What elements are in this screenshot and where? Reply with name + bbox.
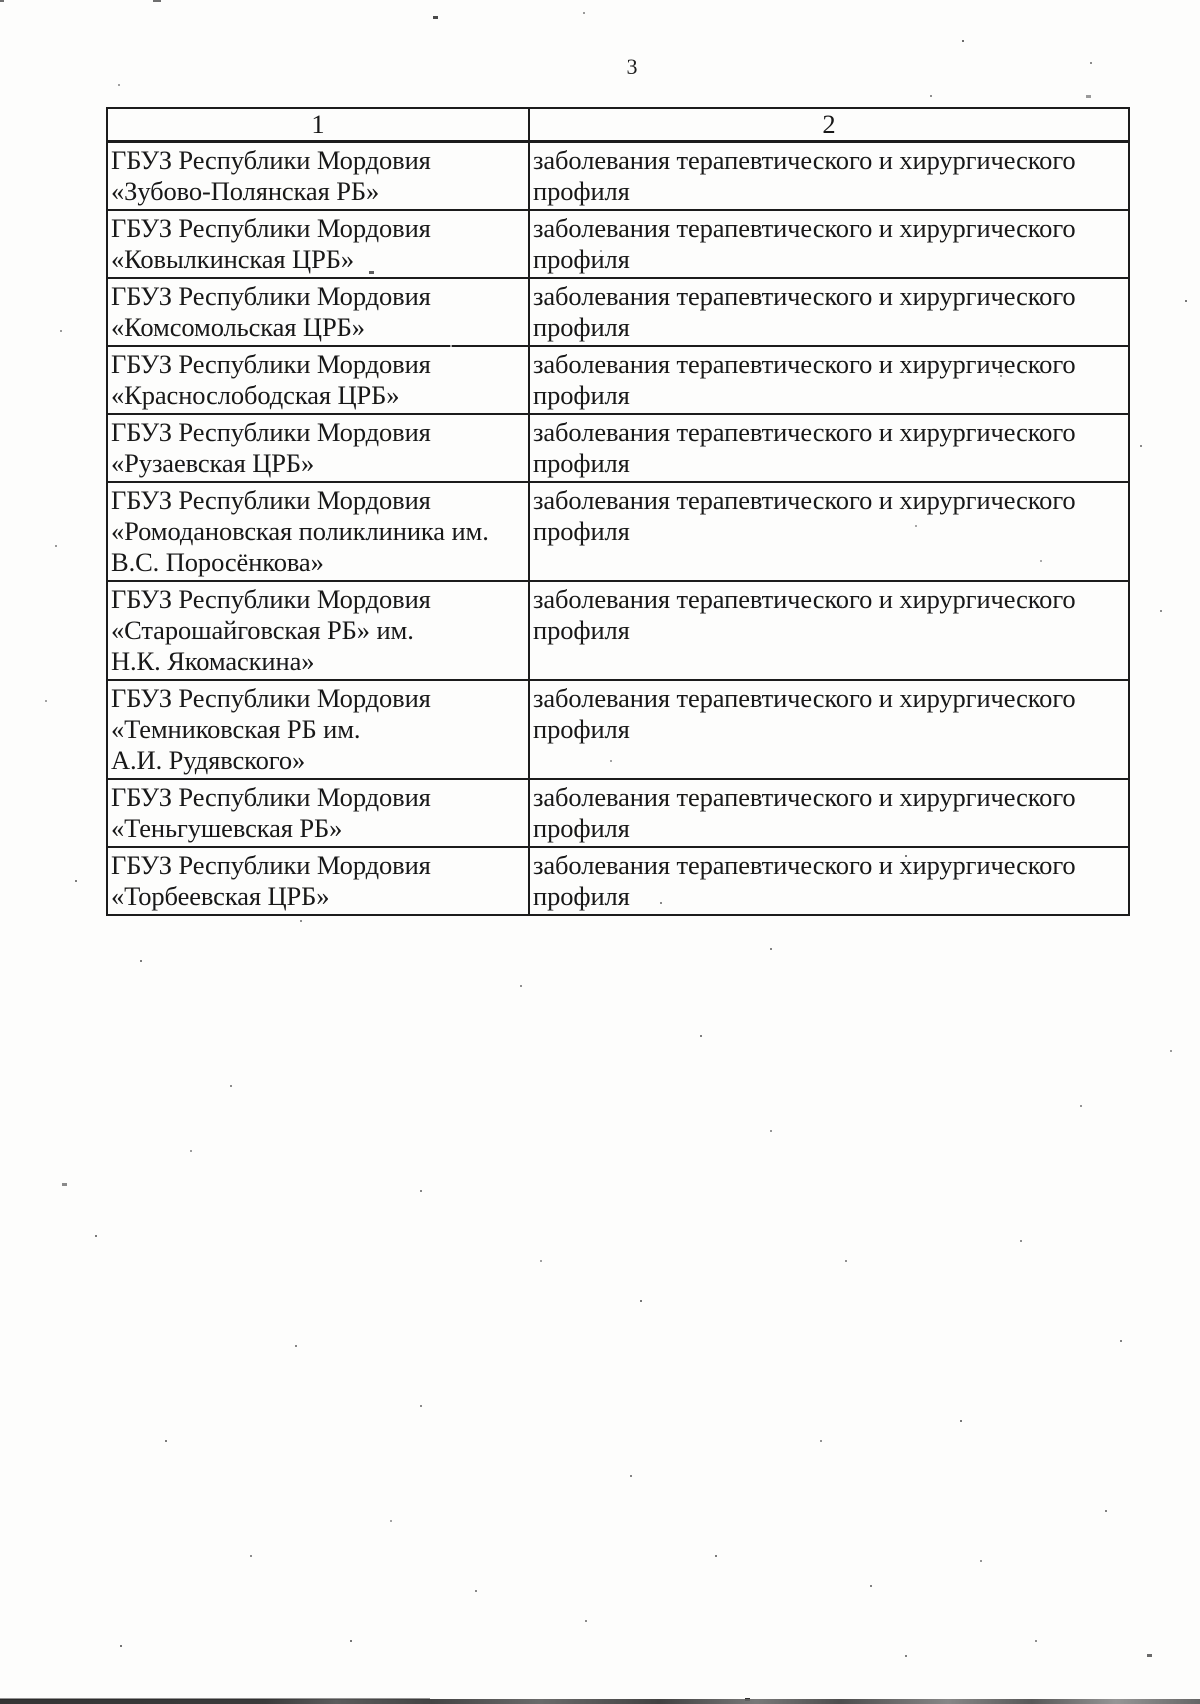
cell-text-line: «Зубово-Полянская РБ» xyxy=(111,176,380,206)
cell-text-line: А.И. Рудявского» xyxy=(111,745,306,775)
table-row xyxy=(107,278,1129,346)
table-row xyxy=(107,581,1129,680)
cell-text-line: ГБУЗ Республики Мордовия xyxy=(111,417,431,447)
table-row xyxy=(107,680,1129,779)
scan-edge-mark xyxy=(0,0,4,2)
cell-text-line: Н.К. Якомаскина» xyxy=(111,646,315,676)
cell-text-line: заболевания терапевтического и хирургического xyxy=(533,349,1076,379)
cell-text-line: «Старошайговская РБ» им. xyxy=(111,615,414,645)
table-row xyxy=(107,210,1129,278)
cell-text-line: профиля xyxy=(533,176,630,206)
cell-text-line: ГБУЗ Республики Мордовия xyxy=(111,782,431,812)
cell-text-line: заболевания терапевтического и хирургического xyxy=(533,281,1076,311)
table-row xyxy=(107,414,1129,482)
table-header-row xyxy=(107,108,1129,142)
table-row xyxy=(107,847,1129,915)
page-number: 3 xyxy=(626,54,638,79)
cell-text-line: ГБУЗ Республики Мордовия xyxy=(111,281,431,311)
cell-text-line: «Теньгушевская РБ» xyxy=(111,813,343,843)
cell-text-line: ГБУЗ Республики Мордовия xyxy=(111,584,431,614)
table-row xyxy=(107,482,1129,581)
institution-cell xyxy=(107,581,529,680)
cell-text-line: профиля xyxy=(533,714,630,744)
cell-text-line: В.С. Поросёнкова» xyxy=(111,547,324,577)
cell-text-line: профиля xyxy=(533,813,630,843)
cell-text-line: «Краснослободская ЦРБ» xyxy=(111,380,400,410)
institution-cell xyxy=(107,414,529,482)
cell-text-line: «Рузаевская ЦРБ» xyxy=(111,448,315,478)
table-body xyxy=(107,142,1129,916)
cell-text-line: профиля xyxy=(533,448,630,478)
institution-cell xyxy=(107,680,529,779)
cell-text-line: «Комсомольская ЦРБ» xyxy=(111,312,365,342)
cell-text-line: заболевания терапевтического и хирургического xyxy=(533,213,1076,243)
cell-text-line: заболевания терапевтического и хирургического xyxy=(533,145,1076,175)
cell-text-line: профиля xyxy=(533,881,630,911)
cell-text-line: заболевания терапевтического и хирургического xyxy=(533,584,1076,614)
cell-text-line: «Торбеевская ЦРБ» xyxy=(111,881,330,911)
institution-cell xyxy=(107,142,529,211)
cell-text-line: заболевания терапевтического и хирургического xyxy=(533,782,1076,812)
profile-cell xyxy=(529,142,1129,211)
cell-text-line: заболевания терапевтического и хирургического xyxy=(533,485,1076,515)
column-header-1: 1 xyxy=(107,108,529,142)
institution-cell xyxy=(107,278,529,346)
cell-text-line: «Ромодановская поликлиника им. xyxy=(111,516,489,546)
cell-text-line: профиля xyxy=(533,615,630,645)
table-row xyxy=(107,346,1129,414)
column-header-2: 2 xyxy=(529,108,1129,142)
table-row xyxy=(107,142,1129,211)
institution-cell xyxy=(107,779,529,847)
cell-text-line: ГБУЗ Республики Мордовия xyxy=(111,349,431,379)
cell-text-line: профиля xyxy=(533,244,630,274)
cell-text-line: профиля xyxy=(533,380,630,410)
table-row xyxy=(107,779,1129,847)
profile-cell xyxy=(529,847,1129,915)
profile-cell xyxy=(529,581,1129,680)
profile-cell xyxy=(529,210,1129,278)
profile-cell xyxy=(529,680,1129,779)
cell-text-line: ГБУЗ Республики Мордовия xyxy=(111,850,431,880)
scan-bottom-artifact xyxy=(0,1699,1200,1704)
cell-text-line: ГБУЗ Республики Мордовия xyxy=(111,485,431,515)
cell-text-line: заболевания терапевтического и хирургического xyxy=(533,683,1076,713)
cell-text-line: профиля xyxy=(533,312,630,342)
cell-text-line: ГБУЗ Республики Мордовия xyxy=(111,213,431,243)
profile-cell xyxy=(529,346,1129,414)
cell-text-line: ГБУЗ Республики Мордовия xyxy=(111,683,431,713)
profile-cell xyxy=(529,414,1129,482)
cell-text-line: заболевания терапевтического и хирургического xyxy=(533,850,1076,880)
profile-cell xyxy=(529,482,1129,581)
cell-text-line: «Темниковская РБ им. xyxy=(111,714,361,744)
scan-edge-mark xyxy=(153,0,161,2)
institution-cell xyxy=(107,847,529,915)
profile-cell xyxy=(529,779,1129,847)
institutions-table xyxy=(106,107,1130,916)
profile-cell xyxy=(529,278,1129,346)
institution-cell xyxy=(107,346,529,414)
institution-cell xyxy=(107,210,529,278)
cell-text-line: ГБУЗ Республики Мордовия xyxy=(111,145,431,175)
cell-text-line: профиля xyxy=(533,516,630,546)
cell-text-line: «Ковылкинская ЦРБ» xyxy=(111,244,354,274)
institution-cell xyxy=(107,482,529,581)
cell-text-line: заболевания терапевтического и хирургического xyxy=(533,417,1076,447)
